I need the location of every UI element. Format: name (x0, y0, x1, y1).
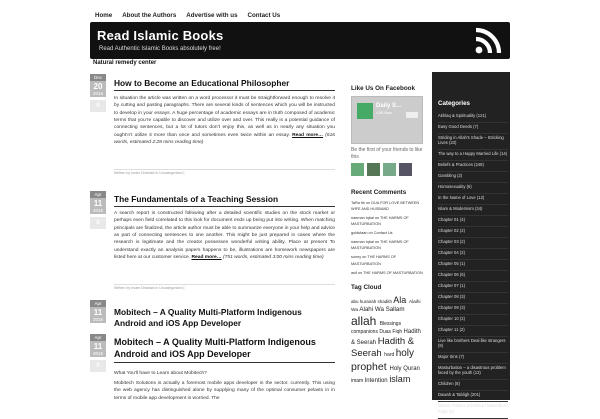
recent-comments-list (351, 200, 423, 276)
category-item[interactable]: Dawah & Tabligh (201) (438, 391, 508, 402)
tag-link[interactable]: Duas (379, 328, 393, 335)
category-item[interactable]: Chapter 03 (2) (438, 238, 508, 249)
category-item[interactable]: Easy Good Deeds (7) (438, 123, 508, 134)
list-item[interactable]: naeman iqbal on THE HARMS OF MASTURBATION (351, 240, 409, 251)
list-item[interactable]: asif on THE HARMS OF MASTURBATION (351, 270, 423, 275)
date-month: Apr (90, 334, 106, 341)
post-list (90, 72, 335, 400)
facebook-like-button[interactable] (406, 112, 418, 118)
date-day: 11 (90, 307, 106, 317)
facebook-page-name[interactable]: Daily S... (376, 103, 402, 109)
category-item[interactable]: Akhlaq & Spirituality (121) (438, 112, 508, 123)
tag-link[interactable]: Hadith & Seerah (351, 336, 415, 360)
tag-link[interactable]: hard (384, 352, 396, 359)
list-item[interactable]: naeman iqbal on THE HARMS OF MASTURBATION (351, 216, 409, 227)
facebook-likes: 4.5K likes (376, 111, 392, 115)
date-box (90, 74, 106, 112)
tag-link[interactable]: Alaihi Wa (351, 299, 421, 313)
date-day: 20 (90, 81, 106, 91)
category-item[interactable]: Chapter 09 (3) (438, 304, 508, 315)
middle-sidebar (351, 85, 423, 385)
read-more-link[interactable]: Read more… (191, 255, 222, 261)
category-item[interactable]: Chapter 07 (1) (438, 282, 508, 293)
facebook-heading: Like Us On Facebook (351, 85, 416, 92)
list-item[interactable]: goldsfaan on Contact Us (351, 231, 393, 236)
top-nav (90, 10, 510, 21)
category-item[interactable]: Beliefs & Practices (248) (438, 161, 508, 172)
site-tagline: Read Authentic Islamic Books absolutely free! (99, 46, 221, 52)
site-title[interactable]: Read Islamic Books (97, 28, 224, 43)
category-item[interactable]: Chapter 11 (2) (438, 326, 508, 337)
date-day: 11 (90, 341, 106, 351)
avatar (367, 163, 380, 176)
post-intro: What You'll have to Learn about Mobitech? (114, 371, 207, 376)
right-sidebar (432, 72, 510, 414)
category-item[interactable]: Islam & Modernism (34) (438, 205, 508, 216)
category-item[interactable]: Live like brothers Deal like strangers (9) (438, 337, 508, 353)
tag-link[interactable]: allah (351, 313, 380, 328)
category-item[interactable]: Chapter 04 (2) (438, 249, 508, 260)
tag-link[interactable]: prophet (351, 360, 390, 373)
post (90, 189, 335, 294)
comment-count[interactable]: 0 (90, 217, 106, 229)
post-meta: Written by Imam Dhahabi in Uncategorized | (114, 169, 335, 175)
date-month: Apr (90, 191, 106, 198)
post-title[interactable]: How to Become an Educational Philosopher (114, 78, 335, 91)
date-year: 2016 (90, 208, 106, 214)
list-item[interactable]: sunny on THE HARMS OF MASTURBATION (351, 255, 397, 266)
post-text: A search report is constructed following after a detailed scientific studies on the stock market or perhaps even field correlated to this look for document ends up being put into writing. When matching principals are finalized, the article author must be able to summarize everyone in your help and advice as part of connecting sentences to one another. This might be just prepared in cases where the research is legitimate and the creator possesses wonderful writing ability. Place at present To understand exactly an analysis papers happens to be, illustrations are homework newspapers are listed here at our customer service. (114, 211, 335, 261)
category-item[interactable]: In the Name of Love (12) (438, 194, 508, 205)
site-header (90, 22, 510, 59)
tag-link[interactable]: Holy Quran (389, 365, 420, 372)
post-excerpt (114, 210, 335, 262)
tag-link[interactable]: shadith (377, 298, 394, 304)
post-text: Mobitech Solutions is actually a foremost mobile apps developer in the sector. currently. This using the web agency has distinguished alone by supplying many of the optimal consumer pelasts in in terms of mobile app development is worried. The (114, 381, 335, 401)
tag-link[interactable]: Ala (393, 294, 409, 305)
tag-link[interactable]: Fiqh (392, 328, 404, 335)
post-meta: Written by Imam Dhahabi in Uncategorized | (114, 284, 335, 290)
facebook-page-image (357, 103, 373, 119)
date-box (90, 191, 106, 229)
avatar (351, 163, 364, 176)
nav-advertise[interactable]: Advertise with us (186, 12, 238, 19)
category-item[interactable]: Chapter 10 (2) (438, 315, 508, 326)
word-count: (616 words, estimated 2:28 mins reading time) (114, 132, 336, 146)
post-title[interactable]: Mobitech – A Quality Multi-Platform Indigenous Android and iOS App Developer (114, 307, 302, 328)
category-item[interactable]: The way to a Happy Married Life (14) (438, 150, 508, 161)
date-month: Apr (90, 300, 106, 307)
post-excerpt (114, 95, 335, 147)
post (90, 72, 335, 177)
date-year: 2016 (90, 91, 106, 97)
category-item[interactable]: Chapter 02 (2) (438, 227, 508, 238)
read-more-link[interactable]: Read more… (292, 132, 324, 138)
post-title[interactable]: Mobitech – A Quality Multi-Platform Indigenous Android and iOS App Developer (114, 337, 335, 363)
avatar (383, 163, 396, 176)
tag-link[interactable]: Hadith & Seerah (351, 328, 421, 347)
category-item[interactable]: Islamic Politics (Al-Ehkal f Manafib el Fiqh) (5) (438, 402, 508, 418)
category-item[interactable]: Chapter 06 (6) (438, 271, 508, 282)
category-item[interactable]: Gambling (2) (438, 172, 508, 183)
tag-link[interactable]: Blessings (379, 320, 402, 327)
post-title[interactable]: The Fundamentals of a Teaching Session (114, 194, 335, 207)
date-year: 2016 (90, 317, 106, 323)
date-box (90, 300, 106, 323)
category-item[interactable]: Chapter 08 (3) (438, 293, 508, 304)
subnav-link[interactable]: Natural remedy center (93, 60, 157, 66)
categories-heading: Categories (438, 100, 470, 107)
tag-link[interactable]: Alahi Wa Sallam (359, 305, 405, 313)
tag-link[interactable]: islam (389, 373, 411, 384)
tag-link[interactable]: holy (395, 348, 415, 360)
category-list (438, 112, 508, 419)
post (90, 332, 335, 402)
category-item[interactable]: Striding in Allah's Shade – Stricking Lives (23) (438, 134, 508, 150)
facebook-be-first: Be the first of your friends to like this (351, 147, 423, 160)
category-item[interactable]: Homosexuality (6) (438, 183, 508, 194)
nav-contact[interactable]: Contact Us (247, 12, 281, 19)
tag-link[interactable]: companions (351, 328, 380, 335)
category-item[interactable]: Children (8) (438, 380, 508, 391)
facebook-widget[interactable] (351, 96, 423, 144)
tag-cloud-heading: Tag Cloud (351, 283, 382, 291)
category-item[interactable]: Major Sins (7) (438, 353, 508, 364)
word-count: (751 words, estimated 3:00 mins reading time) (223, 255, 324, 261)
facebook-friend-thumbs (351, 163, 423, 176)
date-box (90, 334, 106, 372)
post (90, 298, 335, 333)
tag-cloud (351, 295, 423, 386)
tag-link[interactable]: abu hurairah (351, 298, 378, 304)
category-item[interactable]: Chapter 01 (4) (438, 216, 508, 227)
comment-count[interactable]: 0 (90, 100, 106, 112)
nav-home[interactable]: Home (95, 12, 113, 19)
rss-icon[interactable] (473, 26, 503, 56)
category-item[interactable]: Masturbation – a disastrous problem faced by the youth (13) (438, 364, 508, 380)
nav-about-authors[interactable]: About the Authors (122, 12, 177, 19)
category-item[interactable]: Chapter 05 (1) (438, 260, 508, 271)
recent-comments-heading: Recent Comments (351, 189, 407, 196)
date-year: 2016 (90, 351, 106, 357)
post-text: In situation the article was written on a word processor it must be straightforward enough to resolve it by cutting and pasting paragraphs. There are several kinds of sentences which you will be instructed to develop in your essays. A huge percentage of academic essays are in truth composed of academic terms that you’re capable to discover and utilize over and over. This really is a potential guidance of connecting sentences, but a lot of tutors don’t enjoy this, as well as in nearly any situation you ought’n’t utilize it more than once and sometimes even twice within an essay. (114, 96, 335, 138)
date-day: 11 (90, 198, 106, 208)
tag-link[interactable]: Intention (364, 377, 390, 384)
avatar (399, 163, 412, 176)
list-item[interactable]: TaRa fle on DUA FOR LOVE BETWEEN WIFE AND HUSBAND (351, 201, 420, 212)
date-month: Dec (90, 74, 106, 81)
comment-count[interactable]: 0 (90, 360, 106, 372)
tag-link[interactable]: imam (351, 377, 365, 384)
